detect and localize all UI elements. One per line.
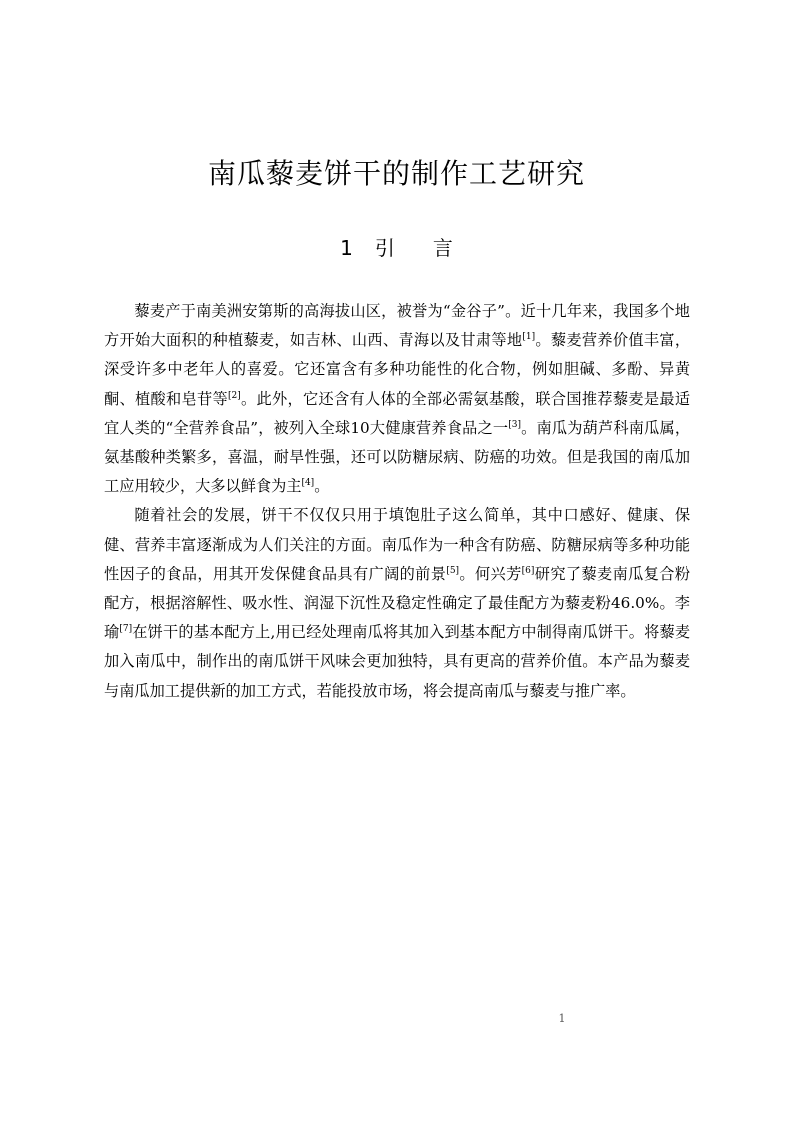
citation: [3] xyxy=(508,419,521,430)
citation: [5] xyxy=(446,565,460,576)
text-segment: 。藜麦营养价值丰富，深受许多中老年人的喜爱。它还富含有多种功能性的化合物，例如胆碱、多酚、异黄酮、植酸和皂苷等 xyxy=(104,331,691,408)
paragraph-2 xyxy=(104,501,690,705)
section-heading xyxy=(0,232,793,261)
text-segment: 。南瓜为葫芦科南瓜属，氨基酸种类繁多，喜温，耐旱性强，还可以防糖尿病、防癌的功效。但是我国的南瓜加工应用较少，大多以鲜食为主 xyxy=(104,418,691,496)
body-text xyxy=(104,297,690,706)
paper-title: 南瓜藜麦饼干的制作工艺研究 xyxy=(207,157,585,190)
citation: [6] xyxy=(521,565,535,576)
text-segment: 。何兴芳 xyxy=(459,564,522,583)
citation: [4] xyxy=(301,478,315,489)
section-title-char-1: 引 xyxy=(374,236,395,260)
text-segment: 研究了藜麦南瓜复合粉配方，根据溶解性、吸水性、润湿下沉性及稳定性确定了最佳配方为藜麦粉46.0%。李瑜 xyxy=(104,564,691,642)
page-number: 1 xyxy=(558,1012,566,1025)
section-number: 1 xyxy=(340,236,353,260)
text-segment: 藜麦产于南美洲安第斯的高海拔山区，被誉为“金谷子”。近十几年来，我国多个地方开始大面积的种植藜麦，如吉林、山西、青海以及甘肃等地 xyxy=(104,302,690,350)
text-segment: 。此外，它还含有人体的全部必需氨基酸，联合国推荐藜麦是最适宜人类的“全营养食品”，被列入全球10大健康营养食品之一 xyxy=(104,389,691,437)
section-title-char-2: 言 xyxy=(432,236,453,260)
text-segment: 随着社会的发展，饼干不仅仅只用于填饱肚子这么简单，其中口感好、健康、保健、营养丰富逐渐成为人们关注的方面。南瓜作为一种含有防癌、防糖尿病等多种功能性因子的食品，用其开发保健食品具有广阔的前景 xyxy=(104,506,690,583)
citation: [2] xyxy=(227,390,241,401)
citation: [1] xyxy=(522,332,536,343)
text-segment: 在饼干的基本配方上,用已经处理南瓜将其加入到基本配方中制得南瓜饼干。将藜麦加入南瓜中，制作出的南瓜饼干风味会更加独特，具有更高的营养价值。本产品为藜麦与南瓜加工提供新的加工方式，若能投放市场，将会提高南瓜与藜麦与推广率。 xyxy=(104,623,691,700)
citation: [7] xyxy=(119,624,133,635)
text-segment: 。 xyxy=(314,477,330,496)
paragraph-1 xyxy=(104,297,690,501)
